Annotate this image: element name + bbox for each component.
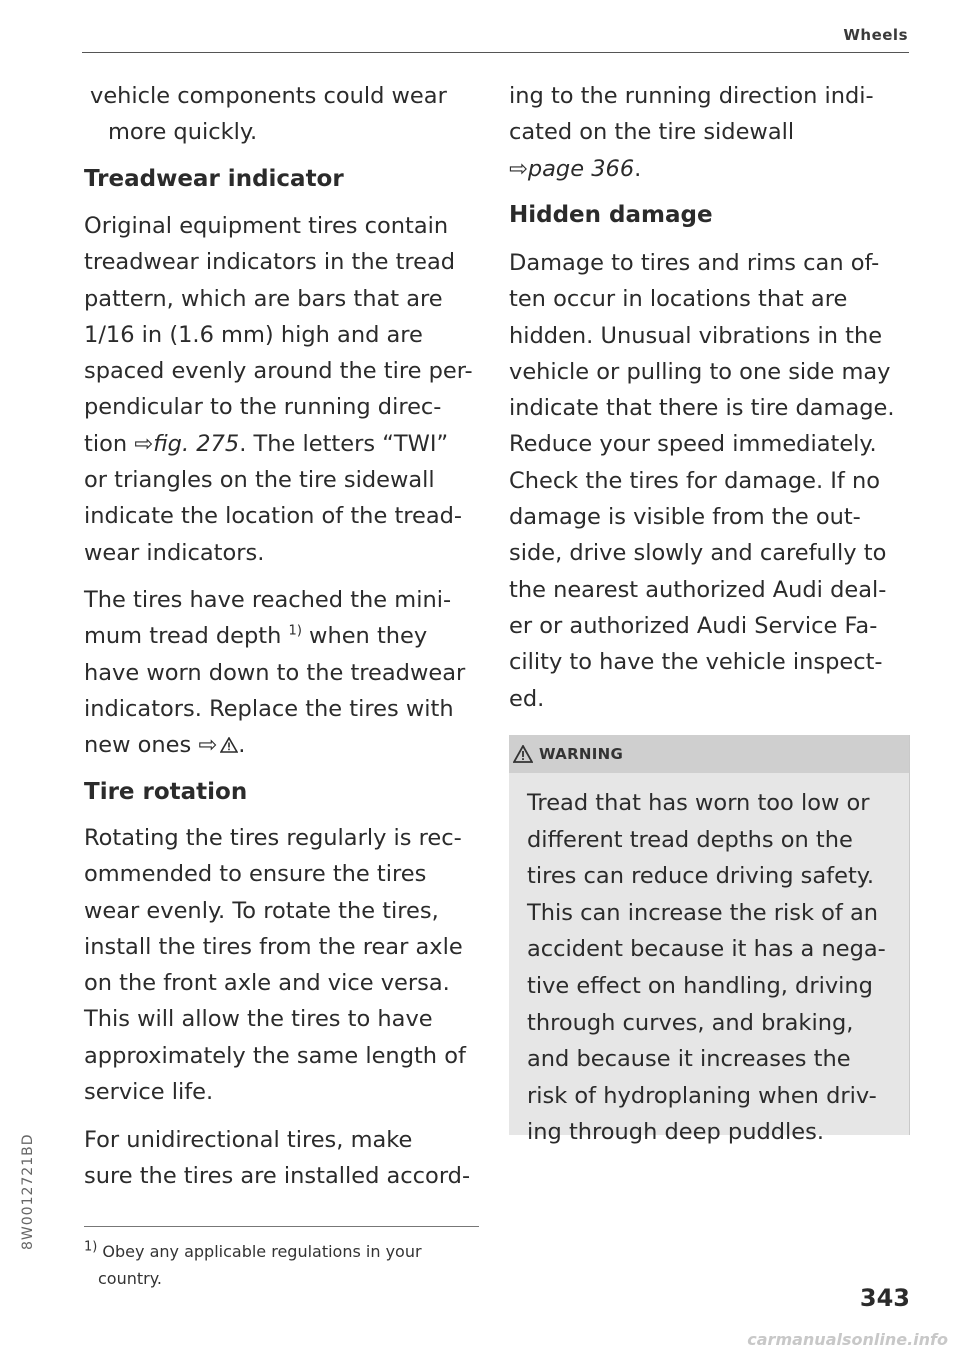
warning-header	[509, 735, 909, 773]
warning-box	[509, 735, 910, 1146]
text-line: indicate that there is tire damage.	[509, 395, 895, 422]
text-line: er or authorized Audi Service Fa-	[509, 612, 878, 639]
rotation-paragraph-1	[84, 820, 484, 1110]
warning-line: through curves, and braking,	[527, 1009, 854, 1036]
warning-line: accident because it has a nega-	[527, 936, 886, 963]
text-line-with-fig-ref: tion ⇨fig. 275. The letters “TWI”	[84, 430, 449, 457]
treadwear-paragraph-2	[84, 582, 484, 763]
text-line: vehicle or pulling to one side may	[509, 358, 891, 385]
continuation-paragraph	[509, 78, 909, 187]
warning-body	[509, 773, 909, 1151]
text-line: cated on the tire sidewall	[509, 119, 795, 146]
intro-line-2: more quickly.	[108, 119, 258, 145]
warning-line: tive effect on handling, driving	[527, 972, 873, 999]
text-line: side, drive slowly and carefully to	[509, 540, 887, 567]
text-line: service life.	[84, 1079, 214, 1106]
footnote-line-1: $^{1)}$ Obey any applicable regulations in your	[84, 1239, 422, 1261]
warning-line: ing through deep puddles.	[527, 1119, 824, 1146]
text-line: install the tires from the rear axle	[84, 933, 463, 960]
rotation-paragraph-2	[84, 1122, 484, 1195]
warning-line: Tread that has worn too low or	[527, 790, 870, 816]
footnote-mark[interactable]: 1)	[288, 623, 302, 639]
warning-triangle-icon	[513, 745, 533, 763]
intro-line-1: vehicle components could wear	[90, 83, 447, 109]
text-line: on the front axle and vice versa.	[84, 970, 450, 997]
text-line: approximately the same length of	[84, 1042, 466, 1069]
text-line: Original equipment tires contain	[84, 213, 449, 239]
text-line: For unidirectional tires, make	[84, 1127, 413, 1153]
text-line: cility to have the vehicle inspect-	[509, 649, 883, 676]
document-code: 8W0012721BD	[20, 1133, 36, 1250]
warning-line: different tread depths on the	[527, 826, 853, 853]
text-line: This will allow the tires to have	[84, 1006, 433, 1033]
tire-rotation-heading: Tire rotation	[84, 779, 248, 805]
text-line: ed.	[509, 685, 545, 712]
text-line: Reduce your speed immediately.	[509, 431, 877, 458]
text-line: hidden. Unusual vibrations in the	[509, 322, 883, 349]
footnote-line-2: country.	[98, 1269, 162, 1288]
text-line: have worn down to the treadwear	[84, 659, 466, 686]
watermark: carmanualsonline.info	[747, 1330, 948, 1349]
warning-line: This can increase the risk of an	[527, 899, 879, 926]
arrow-icon: ⇨	[509, 155, 528, 182]
hidden-damage-heading: Hidden damage	[509, 202, 713, 228]
page-ref-line: ⇨page 366.	[509, 155, 642, 182]
treadwear-heading: Treadwear indicator	[84, 166, 344, 192]
text-line: ten occur in locations that are	[509, 286, 848, 313]
page-366-link[interactable]: page 366	[527, 155, 635, 182]
text-line: or triangles on the tire sidewall	[84, 467, 435, 494]
footnote-rule	[84, 1226, 479, 1227]
text-line: indicators. Replace the tires with	[84, 695, 454, 722]
fig-275-link[interactable]: fig. 275	[153, 430, 240, 457]
text-line-with-footnote: mum tread depth $^{1)}$ when they	[84, 623, 428, 650]
header-rule	[82, 52, 909, 53]
text-line: Damage to tires and rims can of-	[509, 250, 880, 276]
text-line: indicate the location of the tread-	[84, 503, 463, 530]
text-line: Rotating the tires regularly is rec-	[84, 825, 462, 851]
arrow-icon: ⇨	[134, 430, 154, 457]
warning-line: risk of hydroplaning when driv-	[527, 1082, 877, 1109]
text-line: pendicular to the running direc-	[84, 394, 442, 421]
text-line: sure the tires are installed accord-	[84, 1163, 471, 1190]
text-line-with-warning-ref: new ones ⇨ .	[84, 732, 246, 759]
text-line: the nearest authorized Audi deal-	[509, 576, 887, 603]
warning-triangle-icon[interactable]	[220, 737, 238, 753]
text-line: wear indicators.	[84, 539, 265, 566]
treadwear-paragraph-1	[84, 208, 484, 571]
text-line: 1/16 in (1.6 mm) high and are	[84, 321, 423, 348]
arrow-icon: ⇨	[198, 732, 218, 759]
warning-line: tires can reduce driving safety.	[527, 863, 875, 890]
text-line: pattern, which are bars that are	[84, 285, 443, 312]
text-line: spaced evenly around the tire per-	[84, 358, 473, 385]
running-title: Wheels	[843, 26, 908, 44]
text-line: ing to the running direction indi-	[509, 83, 874, 109]
warning-label: WARNING	[539, 745, 624, 763]
footnote-mark: 1)	[84, 1239, 98, 1255]
text-line: damage is visible from the out-	[509, 504, 861, 531]
text-line: treadwear indicators in the tread	[84, 249, 456, 276]
text-line: wear evenly. To rotate the tires,	[84, 897, 439, 924]
text-line: ommended to ensure the tires	[84, 861, 427, 888]
text-line: The tires have reached the mini-	[84, 587, 452, 613]
footnote	[84, 1238, 484, 1292]
warning-line: and because it increases the	[527, 1046, 851, 1073]
hidden-damage-paragraph	[509, 245, 909, 717]
page-number: 343	[859, 1284, 910, 1312]
text-line: Check the tires for damage. If no	[509, 467, 881, 494]
